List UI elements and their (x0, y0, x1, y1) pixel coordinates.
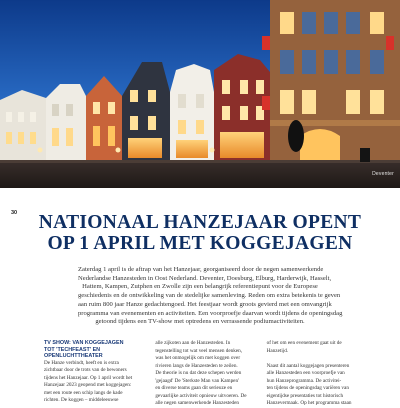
body-line: rivieren langs de Hanzesteden te zeilen. (155, 362, 238, 369)
body-line: De theorie is nu dat deze schepen werden (155, 370, 242, 376)
intro-line: programma van evenementen en activiteiten. Een voorproefje daarvan wordt tijdens de openingsdag (78, 309, 343, 317)
article-body (44, 340, 368, 406)
body-line: of het om een evenement gaat uit de (266, 340, 342, 346)
body-line: alle zijkoten aan de Hanzesteden. In (155, 340, 231, 346)
body-column-2 (155, 340, 256, 406)
hanzestad-street-illustration (0, 0, 400, 188)
body-line: Naast dit aantal koggejagen presenteren (266, 362, 350, 369)
body-line: hun Hanzeprogramma. De activitei- (266, 377, 342, 384)
body-line: ten tijdens de openingsdag variëren van (266, 385, 349, 391)
body-line (267, 355, 368, 363)
intro-line: Zaterdag 1 april is de aftrap van het Hanzejaar, georganiseerd door de negen samenwerkende (78, 266, 324, 273)
body-line: Hanzejaar 2023 geopend met koggejagen: (44, 382, 132, 389)
section-heading-line: OPENLUCHTTHEATER (44, 353, 103, 360)
intro-line: Hattem, Kampen, Zutphen en Zwolle zijn een belangrijk referentiepunt voor de Europese (82, 283, 318, 291)
section-heading-line: TOT 'TECHFEAST' EN (44, 346, 101, 353)
intro-line: aan ruim 800 jaar Hanze gedachtengoed. Het feestjaar wordt groots gevierd met een omvangrijk (78, 300, 332, 308)
body-line: alle Hanzesteden een voorproefje van (266, 370, 345, 376)
article-intro (78, 266, 343, 327)
article-title (0, 212, 400, 254)
intro-line: Nederlandse Hanzesteden in Oost Nederland. Deventer, Doesburg, Elburg, Harderwijk, Hasselt, (78, 274, 332, 282)
body-line: tijdens het Hanzejaar. Op 1 april wordt het (44, 374, 133, 381)
body-column-3 (266, 340, 368, 406)
body-column-1 (44, 340, 145, 404)
body-line: Hanzetijd. (266, 347, 289, 354)
body-line: Hanzevermaak. Op het programma staan (266, 400, 352, 406)
title-line-1: NATIONAAL HANZEJAAR OPENT (38, 212, 362, 233)
body-line: en diverse teams gaan dit serieuze en (155, 385, 233, 391)
hero-photo (0, 0, 400, 188)
body-line: alle negen samenwerkende Hanzesteden (155, 400, 240, 406)
page-number: 30 (11, 210, 18, 216)
body-line: tegenstelling tot wat veel mensen denken, (155, 347, 243, 354)
body-line: met een route een schip langs de kade (44, 389, 123, 396)
body-line: gevaarlijke activiteit opnieuw uitvoeren. De (155, 392, 247, 399)
body-line: 'gejaagd' De 'Sterkste Man van Kampen' (155, 377, 240, 384)
intro-line: geschiedenis en de ontwikkeling van de stedelijke samenleving. Reden om extra betekenis te geven (78, 292, 341, 300)
title-line-2: OP 1 APRIL MET KOGGEJAGEN (47, 233, 353, 254)
body-line: was het onmogelijk om met koggen over (155, 355, 241, 361)
photo-credit: Deventer (372, 171, 394, 177)
body-line: eigentijdse presentaties tot historisch (266, 392, 344, 399)
body-line: richten. De koggen – middeleeuwse (44, 397, 119, 404)
intro-line: getoond tijdens een TV-show met optredens en verrassende podiumactiviteiten. (95, 318, 305, 326)
section-heading-line: TV SHOW: VAN KOGGEJAGEN (44, 340, 124, 346)
body-line: De Hanze verbindt, heeft en is extra (44, 359, 119, 366)
body-line: zichtbaar door de trots van de bewoners (44, 367, 127, 374)
